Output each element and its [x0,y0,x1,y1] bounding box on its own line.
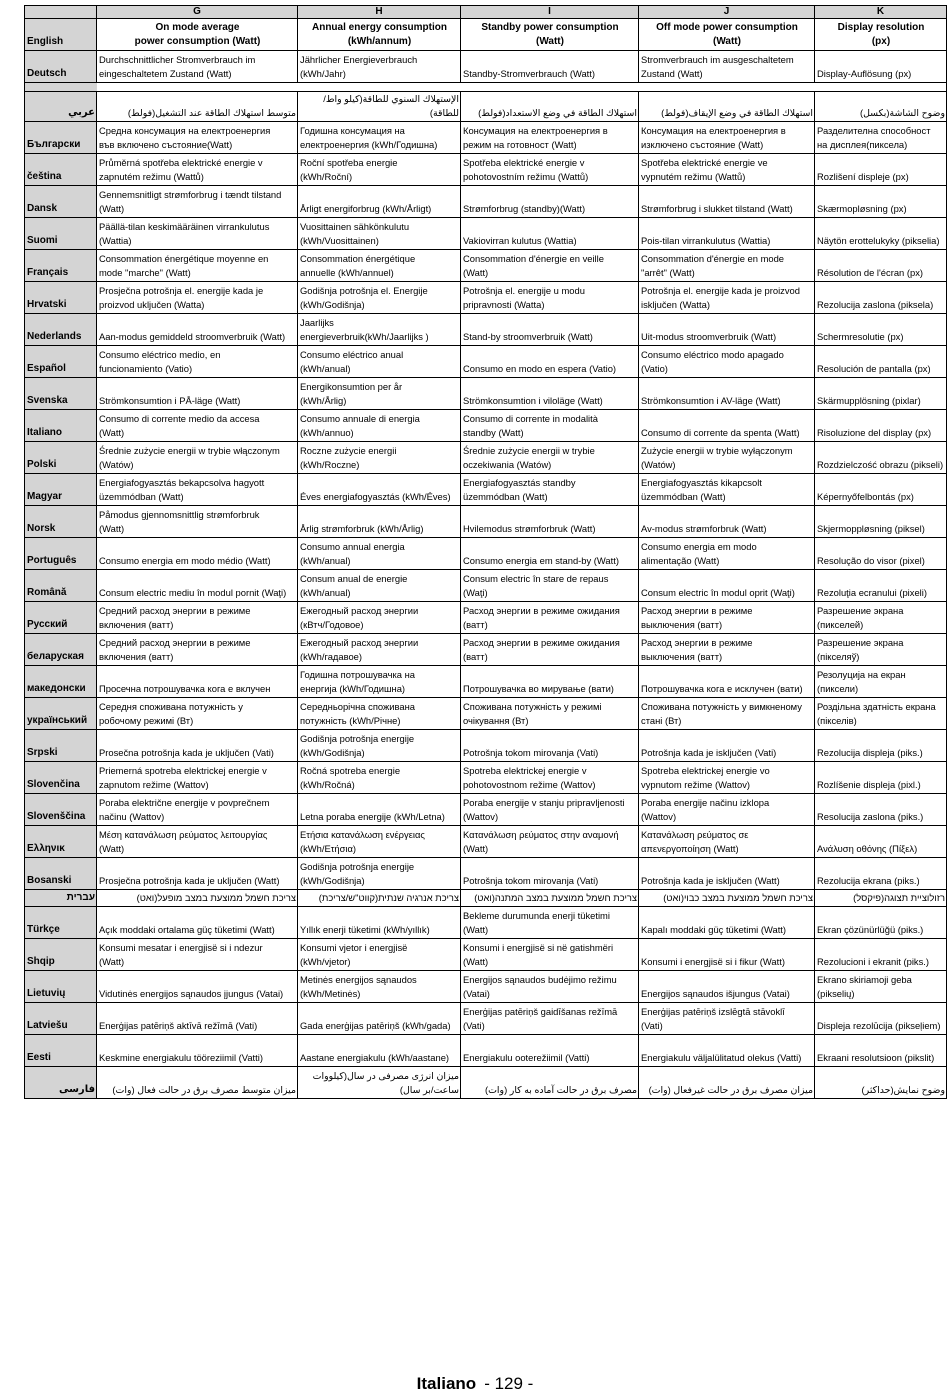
table-cell: Разделителна способност на дисплея(пиксела) [815,122,947,154]
table-row [25,826,947,858]
language-label: Nederlands [25,314,97,346]
table-cell: Vidutinės energijos sąnaudos įjungus (Vatai) [97,971,298,1003]
column-letter: J [639,6,815,19]
table-cell: میزان متوسط مصرف برق در حالت فعال (وات) [97,1067,298,1099]
language-label: Dansk [25,186,97,218]
language-label: Eesti [25,1035,97,1067]
table-cell: Képernyőfelbontás (px) [815,474,947,506]
language-label: Lietuvių [25,971,97,1003]
table-cell: Prosječna potrošnja el. energije kada je proizvod uključen (Watta) [97,282,298,314]
table-cell: الإستهلاك السنوي للطاقة(كيلو واط/للطاقة) [298,92,461,122]
table-cell: Ежегодный расход энергии (kWh/гадавое) [298,634,461,666]
table-cell: Расход энергии в режиме ожидания (ватт) [461,602,639,634]
table-cell: רזולוציית תצוגה(פיקסל) [815,890,947,907]
table-cell: Vuosittainen sähkönkulutu (kWh/Vuosittainen) [298,218,461,250]
table-cell: Résolution de l'écran (px) [815,250,947,282]
table-row [25,794,947,826]
table-cell: Display resolution (px) [815,19,947,51]
table-cell: Strømforbrug (standby)(Watt) [461,186,639,218]
table-cell: Energijos sąnaudos budėjimo režimu (Vatai) [461,971,639,1003]
table-cell: Consumo eléctrico medio, en funcionamiento (Vatio) [97,346,298,378]
table-cell: Poraba električne energije v povprečnem načinu (Wattov) [97,794,298,826]
table-cell: Godišnja potrošnja el. Energije (kWh/Godišnja) [298,282,461,314]
table-cell: Standby power consumption (Watt) [461,19,639,51]
table-cell: Päällä-tilan keskimääräinen virrankulutus (Wattia) [97,218,298,250]
table-cell: Resolucija zaslona (piks.) [815,794,947,826]
table-cell: Påmodus gjennomsnittlig strømforbruk (Watt) [97,506,298,538]
table-cell: Pois-tilan virrankulutus (Wattia) [639,218,815,250]
table-cell: Годишна консумация на електроенергия (kWh/Годишна) [298,122,461,154]
table-row [25,83,947,92]
table-cell: Consum electric în stare de repaus (Waţi) [461,570,639,602]
table-cell: Potrošnja tokom mirovanja (Vati) [461,730,639,762]
table-cell: Roční spotřeba energie (kWh/Roční) [298,154,461,186]
column-letter [25,6,97,19]
table-cell: Enerģijas patēriņš aktīvā režīmā (Vati) [97,1003,298,1035]
table-cell: צריכת אנרגיה שנתית(קווט"ש/צריכת) [298,890,461,907]
table-cell: Av-modus strømforbruk (Watt) [639,506,815,538]
table-cell: Consumo annual energia (kWh/anual) [298,538,461,570]
language-label: беларуская [25,634,97,666]
table-cell: Роздільна здатність екрана (пікселів) [815,698,947,730]
table-cell: استهلاك الطاقة في وضع الإيقاف(فولط) [639,92,815,122]
footer-language: Italiano [416,1374,477,1393]
table-row [25,538,947,570]
table-cell: Rezolucija displeja (piks.) [815,730,947,762]
table-row [25,666,947,698]
table-cell: Расход энергии в режиме выключения (ватт) [639,602,815,634]
table-row [25,971,947,1003]
table-cell: Consumo di corrente da spenta (Watt) [639,410,815,442]
table-cell: Hvilemodus strømforbruk (Watt) [461,506,639,538]
table-cell: Kapalı moddaki güç tüketimi (Watt) [639,907,815,939]
table-cell: Ročná spotreba energie (kWh/Ročná) [298,762,461,794]
table-cell: Konsumi mesatar i energjisë si i ndezur (Watt) [97,939,298,971]
table-cell: Κατανάλωση ρεύματος στην αναμονή (Watt) [461,826,639,858]
page-footer [0,1374,950,1394]
table-cell: Ετήσια κατανάλωση ενέργειας (kWh/Ετήσια) [298,826,461,858]
table-cell: Stand-by stroomverbruik (Watt) [461,314,639,346]
language-label: Bosanski [25,858,97,890]
table-cell: Ekraani resolutsioon (pikslit) [815,1035,947,1067]
table-cell: Consumo energia em modo alimentação (Watt) [639,538,815,570]
table-cell: Yıllık enerji tüketimi (kWh/yıllık) [298,907,461,939]
table-cell: Μέση κατανάλωση ρεύματος λειτουργίας (Watt) [97,826,298,858]
table-cell: Споживана потужність у вимкненому стані (Вт) [639,698,815,730]
table-cell: Strømforbrug i slukket tilstand (Watt) [639,186,815,218]
table-cell: Průměrná spotřeba elektrické energie v zapnutém režimu (Wattů) [97,154,298,186]
column-letter: H [298,6,461,19]
table-cell: میزان انرژی مصرفی در سال(کیلووات ساعت/بر سال) [298,1067,461,1099]
language-label: فارسی [25,1067,97,1099]
table-row [25,314,947,346]
table-cell: Годишна потрошувачка на енергија (kWh/Годишна) [298,666,461,698]
table-cell: Consommation d'énergie en veille (Watt) [461,250,639,282]
table-cell: Éves energiafogyasztás (kWh/Éves) [298,474,461,506]
table-cell: Консумация на електроенергия в изключено състояние (Watt) [639,122,815,154]
table-cell: Resolução do visor (pixel) [815,538,947,570]
table-cell: Skjermoppløsning (piksel) [815,506,947,538]
table-cell: Zużycie energii w trybie wyłączonym (Watów) [639,442,815,474]
language-label: Shqip [25,939,97,971]
language-label: Magyar [25,474,97,506]
table-cell: Rozdzielczość obrazu (pikseli) [815,442,947,474]
table-cell: Potrošnja tokom mirovanja (Vati) [461,858,639,890]
table-cell: Средна консумация на електроенергия във включено състояние(Watt) [97,122,298,154]
table-cell: Metinės energijos sąnaudos (kWh/Metinės) [298,971,461,1003]
table-cell: Vakiovirran kulutus (Wattia) [461,218,639,250]
language-label: Türkçe [25,907,97,939]
table-cell: Bekleme durumunda enerji tüketimi (Watt) [461,907,639,939]
table-cell: Średnie zużycie energii w trybie oczekiwania (Watów) [461,442,639,474]
table-cell: Energiafogyasztás bekapcsolva hagyott üzemmódban (Watt) [97,474,298,506]
table-cell: وضوح نمایش(حداکثر) [815,1067,947,1099]
table-cell: Середня споживана потужність у робочому режимі (Вт) [97,698,298,730]
table-cell: Consum electric în modul oprit (Waţi) [639,570,815,602]
table-cell: Godišnja potrošnja energije (kWh/Godišnja) [298,730,461,762]
table-cell: Średnie zużycie energii w trybie włączonym (Watów) [97,442,298,474]
table-cell: Spotreba elektrickej energie vo vypnutom režime (Wattov) [639,762,815,794]
table-cell: Gada enerģijas patēriņš (kWh/gada) [298,1003,461,1035]
table-row [25,250,947,282]
table-row [25,378,947,410]
table-cell: Расход энергии в режиме выключения (ватт) [639,634,815,666]
table-cell: Energiakulu väljalülitatud olekus (Vatti) [639,1035,815,1067]
table-cell: Ежегодный расход энергии (кВтч/Годовое) [298,602,461,634]
table-cell: Godišnja potrošnja energije (kWh/Godišnja) [298,858,461,890]
table-cell [815,83,947,92]
table-cell: צריכת חשמל ממוצעת במצב כבוי(ואט) [639,890,815,907]
table-cell: Keskmine energiakulu tööreziimil (Vatti) [97,1035,298,1067]
table-cell: مصرف برق در حالت آماده به کار (وات) [461,1067,639,1099]
table-cell: Enerģijas patēriņš gaidīšanas režīmā (Vati) [461,1003,639,1035]
table-cell: Потрошувачка кога е исклучен (вати) [639,666,815,698]
table-row [25,1067,947,1099]
language-label: Ελληνικ [25,826,97,858]
table-cell: Rezoluţia ecranului (pixeli) [815,570,947,602]
column-letter: K [815,6,947,19]
table-cell: Ανάλυση οθόνης (Πίξελ) [815,826,947,858]
language-label: Svenska [25,378,97,410]
table-body [25,6,947,1099]
table-row [25,218,947,250]
table-cell: Årlig strømforbruk (kWh/Årlig) [298,506,461,538]
table-row [25,762,947,794]
table-row [25,634,947,666]
language-label: Português [25,538,97,570]
table-cell: Strömkonsumtion i PÅ-läge (Watt) [97,378,298,410]
table-cell: Priemerná spotreba elektrickej energie v zapnutom režime (Wattov) [97,762,298,794]
table-cell: Consumo annuale di energia (kWh/annuo) [298,410,461,442]
table-cell: Energiafogyasztás standby üzemmódban (Watt) [461,474,639,506]
table-cell: Açık moddaki ortalama güç tüketimi (Watt) [97,907,298,939]
table-cell: Consommation d'énergie en mode "arrêt" (Watt) [639,250,815,282]
table-cell: Consommation énergétique annuelle (kWh/annuel) [298,250,461,282]
table-cell: Konsumi i energjisë si i fikur (Watt) [639,939,815,971]
table-cell [461,83,639,92]
table-row [25,442,947,474]
table-cell: Displeja rezolūcija (pikseļiem) [815,1003,947,1035]
table-cell [639,83,815,92]
table-cell: Konsumi i energjisë si në gatishmëri (Watt) [461,939,639,971]
table-cell: Durchschnittlicher Stromverbrauch im eingeschaltetem Zustand (Watt) [97,51,298,83]
language-label [25,83,97,92]
language-label: український [25,698,97,730]
table-row [25,51,947,83]
table-cell: Rezolucioni i ekranit (piks.) [815,939,947,971]
table-cell: Разрешение экрана (пiкселяў) [815,634,947,666]
table-cell: Ekrano skiriamoji geba (pikselių) [815,971,947,1003]
table-cell: Strömkonsumtion i viloläge (Watt) [461,378,639,410]
table-row [25,602,947,634]
table-cell: Energiakulu ooterežiimil (Vatti) [461,1035,639,1067]
language-label: македонски [25,666,97,698]
table-row [25,282,947,314]
language-label: Română [25,570,97,602]
table-cell: Consumo eléctrico anual (kWh/anual) [298,346,461,378]
table-cell: Energikonsumtion per år (kWh/Årlig) [298,378,461,410]
table-cell: Потрошувачка во мирување (вати) [461,666,639,698]
table-cell: Enerģijas patēriņš izslēgtā stāvoklī (Vati) [639,1003,815,1035]
table-row [25,698,947,730]
table-cell: Energiafogyasztás kikapcsolt üzemmódban (Watt) [639,474,815,506]
table-cell: Consommation énergétique moyenne en mode "marche" (Watt) [97,250,298,282]
table-cell: Консумация на електроенергия в режим на готовност (Watt) [461,122,639,154]
table-cell: Spotřeba elektrické energie ve vypnutém režimu (Wattů) [639,154,815,186]
table-row [25,890,947,907]
table-cell: Schermresolutie (px) [815,314,947,346]
language-label: Slovenščina [25,794,97,826]
table-cell: Potrošnja kada je isključen (Vati) [639,730,815,762]
table-cell: Spotřeba elektrické energie v pohotovostním režimu (Wattů) [461,154,639,186]
table-cell: Расход энергии в режиме ожидания (ватт) [461,634,639,666]
table-cell: Potrošnja el. energije u modu pripravnosti (Watta) [461,282,639,314]
table-row [25,474,947,506]
table-row [25,186,947,218]
column-letter-row [25,6,947,19]
table-cell: متوسط استهلاك الطاقة عند التشغيل(فولط) [97,92,298,122]
language-label: Latviešu [25,1003,97,1035]
table-row [25,506,947,538]
language-label: Suomi [25,218,97,250]
column-letter: I [461,6,639,19]
table-cell: Off mode power consumption (Watt) [639,19,815,51]
table-cell: Energijos sąnaudos išjungus (Vatai) [639,971,815,1003]
table-cell: استهلاك الطاقة في وضع الاستعداد(فولط) [461,92,639,122]
table-cell: Consumo energia em stand-by (Watt) [461,538,639,570]
table-cell: Consumo en modo en espera (Vatio) [461,346,639,378]
table-cell: Середньорічна споживана потужність (kWh/Річне) [298,698,461,730]
table-row [25,346,947,378]
language-label: Deutsch [25,51,97,83]
language-label: English [25,19,97,51]
table-row [25,122,947,154]
table-cell: Consumo energia em modo médio (Watt) [97,538,298,570]
language-label: Norsk [25,506,97,538]
table-cell: Display-Auflösung (px) [815,51,947,83]
table-cell: Jaarlijks energieverbruik(kWh/Jaarlijks ) [298,314,461,346]
table-cell: Резолуција на екран (пиксели) [815,666,947,698]
table-cell: Poraba energije načinu izklopa (Wattov) [639,794,815,826]
table-cell: Consumo eléctrico modo apagado (Vatio) [639,346,815,378]
table-cell: Potrošnja el. energije kada je proizvod isključen (Watta) [639,282,815,314]
language-label: Русский [25,602,97,634]
table-cell: Разрешение экрана (пикселей) [815,602,947,634]
language-label: Español [25,346,97,378]
table-cell: Näytön erottelukyky (pikselia) [815,218,947,250]
table-row [25,939,947,971]
table-cell: Standby-Stromverbrauch (Watt) [461,51,639,83]
table-cell [298,83,461,92]
table-cell: Spotreba elektrickej energie v pohotovostnom režime (Wattov) [461,762,639,794]
table-cell: Årligt energiforbrug (kWh/Årligt) [298,186,461,218]
language-label: čeština [25,154,97,186]
table-cell: Средний расход энергии в режиме включения (ватт) [97,634,298,666]
table-cell: Stromverbrauch im ausgeschaltetem Zustand (Watt) [639,51,815,83]
table-cell: Consumo di corrente medio da accesa (Watt) [97,410,298,442]
table-cell: Rozlišení displeje (px) [815,154,947,186]
table-cell: Risoluzione del display (px) [815,410,947,442]
table-cell: On mode average power consumption (Watt) [97,19,298,51]
table-cell: Skärmupplösning (pixlar) [815,378,947,410]
page-number: - 129 - [484,1374,534,1393]
table-row [25,92,947,122]
table-cell: Κατανάλωση ρεύματος σε απενεργοποίηση (Watt) [639,826,815,858]
table-cell: Ekran çözünürlüğü (piks.) [815,907,947,939]
column-letter: G [97,6,298,19]
language-label: Italiano [25,410,97,442]
language-label: Hrvatski [25,282,97,314]
table-cell: Uit-modus stroomverbruik (Watt) [639,314,815,346]
language-label: Slovenčina [25,762,97,794]
header-row [25,19,947,51]
language-label: عربي [25,92,97,122]
translation-table [24,5,947,1099]
table-cell: Poraba energije v stanju pripravljenosti (Wattov) [461,794,639,826]
table-cell: Prosječna potrošnja kada je uključen (Watt) [97,858,298,890]
table-cell: Potrošnja kada je isključen (Watt) [639,858,815,890]
language-label: עברית [25,890,97,907]
table-row [25,154,947,186]
table-cell: Просечна потрошувачка кога е вклучен [97,666,298,698]
table-row [25,1035,947,1067]
table-cell [97,83,298,92]
table-cell: Consum anual de energie (kWh/anual) [298,570,461,602]
table-cell: צריכת חשמל ממוצעת במצב המתנה(ואט) [461,890,639,907]
table-cell: Aan-modus gemiddeld stroomverbruik (Watt) [97,314,298,346]
table-cell: Konsumi vjetor i energjisë (kWh/vjetor) [298,939,461,971]
table-row [25,570,947,602]
table-cell: Rezolucija zaslona (piksela) [815,282,947,314]
table-cell: میزان مصرف برق در حالت غیرفعال (وات) [639,1067,815,1099]
table-cell: Roczne zużycie energii (kWh/Roczne) [298,442,461,474]
table-row [25,907,947,939]
table-cell: Rezolucija ekrana (piks.) [815,858,947,890]
language-label: Български [25,122,97,154]
table-cell: Jährlicher Energieverbrauch (kWh/Jahr) [298,51,461,83]
table-cell: Prosečna potrošnja kada je uključen (Vati) [97,730,298,762]
table-row [25,410,947,442]
table-cell: وضوح الشاشة(بكسل) [815,92,947,122]
language-label: Français [25,250,97,282]
language-label: Polski [25,442,97,474]
table-row [25,1003,947,1035]
language-label: Srpski [25,730,97,762]
table-cell: Rozlíšenie displeja (pixl.) [815,762,947,794]
table-cell: Gennemsnitligt strømforbrug i tændt tilstand (Watt) [97,186,298,218]
table-row [25,730,947,762]
table-cell: Letna poraba energije (kWh/Letna) [298,794,461,826]
table-cell: Средний расход энергии в режиме включения (ватт) [97,602,298,634]
table-cell: Strömkonsumtion i AV-läge (Watt) [639,378,815,410]
table-cell: Consumo di corrente in modalità standby (Watt) [461,410,639,442]
table-cell: Споживана потужність у режимі очікування (Вт) [461,698,639,730]
table-row [25,858,947,890]
table-cell: Annual energy consumption (kWh/annum) [298,19,461,51]
table-cell: Aastane energiakulu (kWh/aastane) [298,1035,461,1067]
table-cell: Resolución de pantalla (px) [815,346,947,378]
table-cell: Consum electric mediu în modul pornit (Waţi) [97,570,298,602]
table-cell: Skærmopløsning (px) [815,186,947,218]
table-cell: צריכת חשמל ממוצעת במצב מופעל(ואט) [97,890,298,907]
